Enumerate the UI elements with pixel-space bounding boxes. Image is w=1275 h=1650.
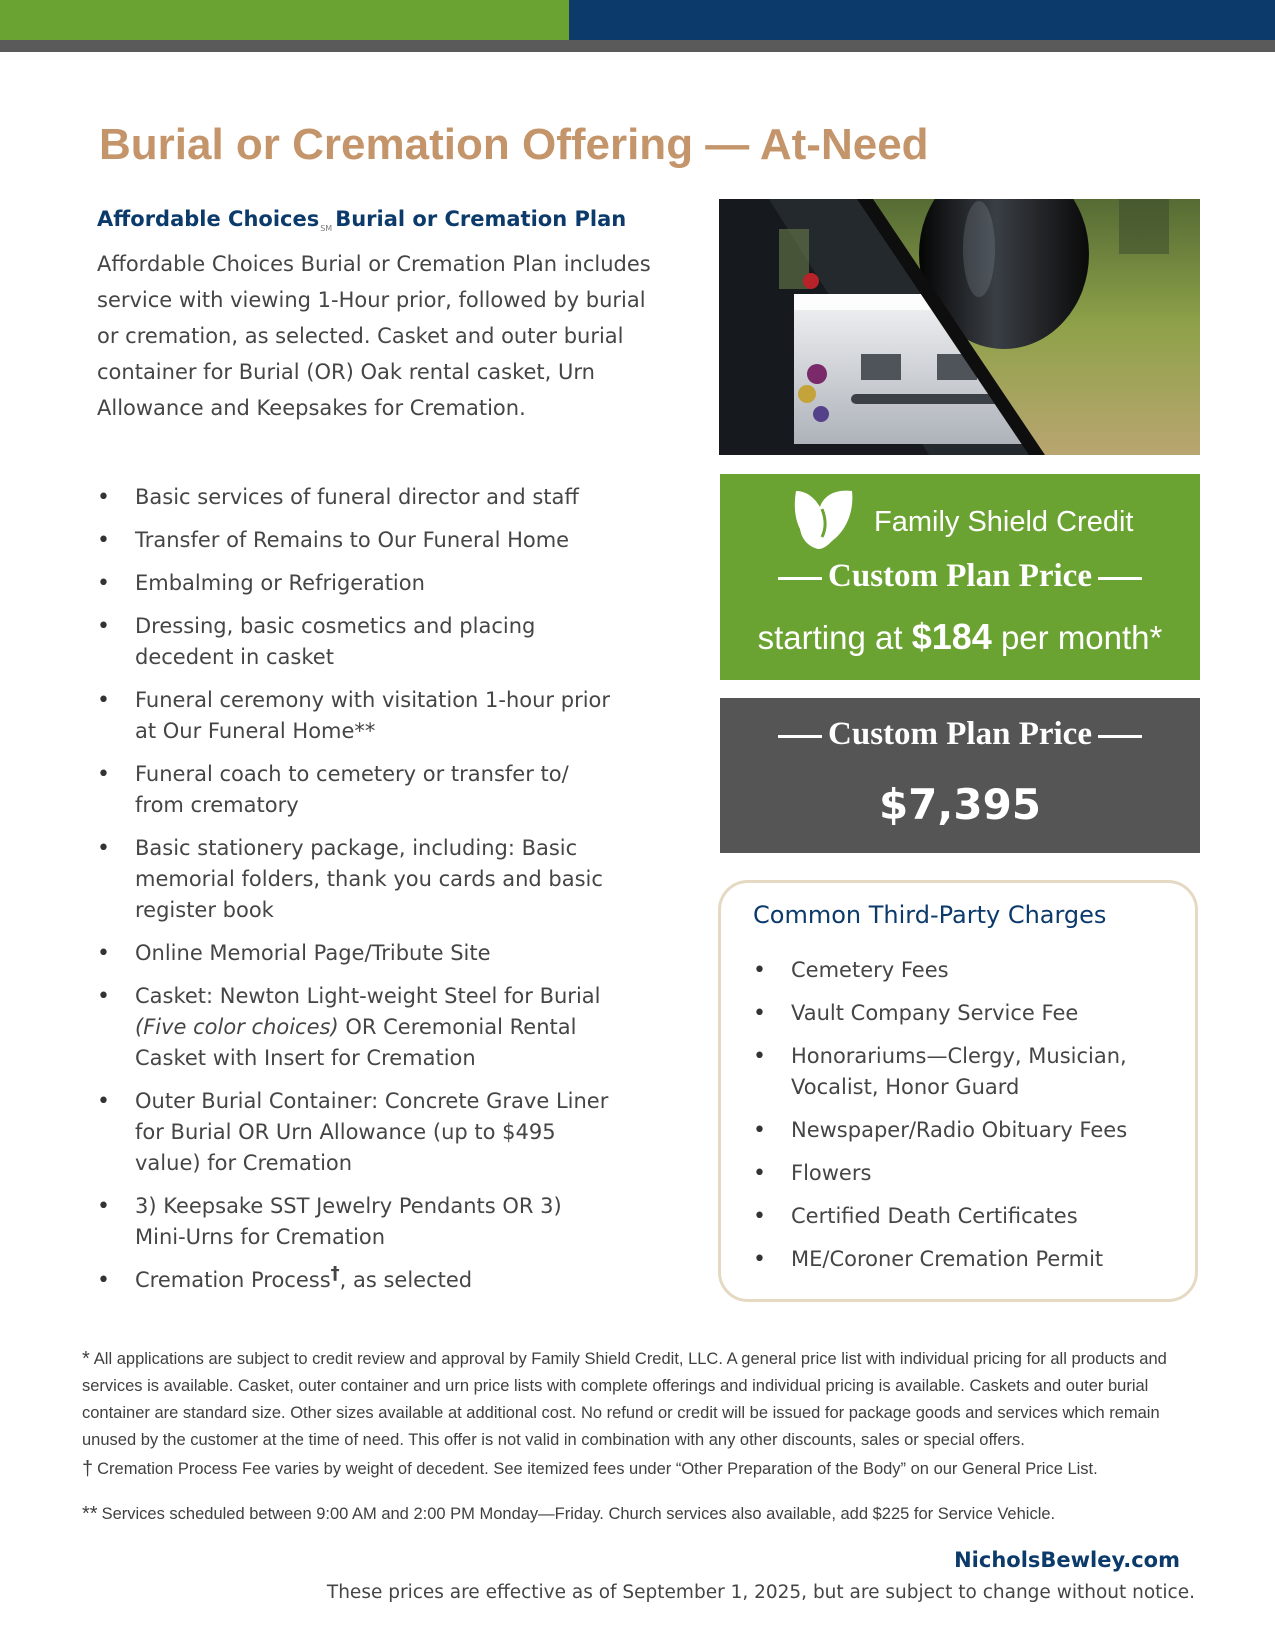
footnotes [82,1346,1202,1528]
inclusions-list [97,482,617,1308]
rule-left [778,577,822,580]
list-item: • Basic services of funeral director and staff [97,482,617,513]
asterisk-mark: * [82,1348,90,1370]
list-item: • Flowers [753,1158,1173,1189]
third-party-list [753,955,1173,1287]
credit-plan-label: Custom Plan Price [828,558,1092,594]
top-bar-gray [0,40,1275,52]
custom-price-box [720,698,1200,853]
list-item: • Embalming or Refrigeration [97,568,617,599]
casket-text: Casket: Newton Light-weight Steel for Burial [135,984,601,1008]
double-asterisk-mark: ** [82,1503,98,1525]
footnote-double-asterisk [82,1501,1202,1528]
list-item: • Funeral ceremony with visitation 1-hour prior at Our Funeral Home** [97,685,617,747]
third-party-heading: Common Third-Party Charges [753,901,1107,929]
list-item: • ME/Coroner Cremation Permit [753,1244,1173,1275]
monthly-price [720,616,1200,658]
service-mark: SM [320,224,333,234]
casket-text-cont: OR Ceremonial Rental Casket with Insert for Cremation [135,1015,577,1070]
list-item: • 3) Keepsake SST Jewelry Pendants OR 3) Mini-Urns for Cremation [97,1191,617,1253]
cremation-process-text: Cremation Process [135,1268,331,1292]
custom-plan-price: $7,395 [878,780,1042,829]
credit-plan-title [720,558,1200,595]
monthly-prefix: starting at [757,619,912,656]
plan-name: Affordable Choices [97,207,320,231]
list-item: • Transfer of Remains to Our Funeral Home [97,525,617,556]
custom-plan-title [720,716,1200,753]
plan-description: Affordable Choices Burial or Cremation Plan includes service with viewing 1-Hour prior, followed by burial or cremation, as selected. Casket and outer burial container for Burial (OR) Oak rental casket, Urn Allowance and Keepsakes for Cremation. [97,252,651,420]
rule-right [1098,577,1142,580]
list-item [97,981,617,1074]
custom-plan-label: Custom Plan Price [828,716,1092,752]
cremation-process-suffix: , as selected [339,1268,473,1292]
monthly-amount: $184 [911,616,992,657]
effective-date-note: These prices are effective as of September 1, 2025, but are subject to change without notice. [326,1582,1195,1603]
shield-dove-icon [792,489,856,555]
dagger-text: Cremation Process Fee varies by weight of decedent. See itemized fees under “Other Preparation of the Body” on our General Price List. [97,1460,1098,1478]
list-item: • Honorariums—Clergy, Musician, Vocalist, Honor Guard [753,1041,1173,1103]
website-link[interactable]: NicholsBewley.com [954,1548,1180,1572]
third-party-charges-box [718,880,1198,1302]
color-choices-text: (Five color choices) [135,1015,339,1039]
credit-brand [792,492,1133,552]
footnote-asterisk [82,1346,1202,1454]
footnote-dagger [82,1456,1202,1483]
list-item: • Cemetery Fees [753,955,1173,986]
list-item: • Online Memorial Page/Tribute Site [97,938,617,969]
list-item: • Outer Burial Container: Concrete Grave Liner for Burial OR Urn Allowance (up to $495 value) for Cremation [97,1086,617,1179]
list-item: • Basic stationery package, including: Basic memorial folders, thank you cards and basic register book [97,833,617,926]
top-bar-green [0,0,569,40]
rule-right [1098,735,1142,738]
list-item: • Certified Death Certificates [753,1201,1173,1232]
monthly-suffix: per month* [991,619,1163,656]
list-item: • Dressing, basic cosmetics and placing decedent in casket [97,611,617,673]
top-color-bar [0,0,1275,52]
plan-heading [97,207,626,233]
list-item [97,1265,617,1296]
brand-name: Family Shield Credit [874,505,1134,538]
double-asterisk-text: Services scheduled between 9:00 AM and 2:00 PM Monday—Friday. Church services also available, add $225 for Service Vehicle. [101,1505,1056,1523]
rule-left [778,735,822,738]
asterisk-text: All applications are subject to credit review and approval by Family Shield Credit, LLC. A general price list with individual pricing for all products and services is available. Casket, outer container and urn price lists with complete offerings and individual pricing is available. Caskets and outer burial container are standard size. Other sizes available at additional cost. No refund or credit will be issued for package goods and services which remain unused by the customer at the time of need. This offer is not valid in combination with any other discounts, sales or special offers. [82,1350,1167,1449]
top-bar-blue [569,0,1275,40]
credit-price-box [720,474,1200,680]
plan-name-suffix: Burial or Cremation Plan [335,207,627,231]
list-item: • Funeral coach to cemetery or transfer to/ from crematory [97,759,617,821]
casket-urn-photo [719,199,1200,455]
list-item: • Newspaper/Radio Obituary Fees [753,1115,1173,1146]
dagger-mark: † [330,1263,340,1284]
page-title: Burial or Cremation Offering — At-Need [99,120,929,169]
dagger-footnote-mark: † [82,1458,94,1480]
list-item: • Vault Company Service Fee [753,998,1173,1029]
